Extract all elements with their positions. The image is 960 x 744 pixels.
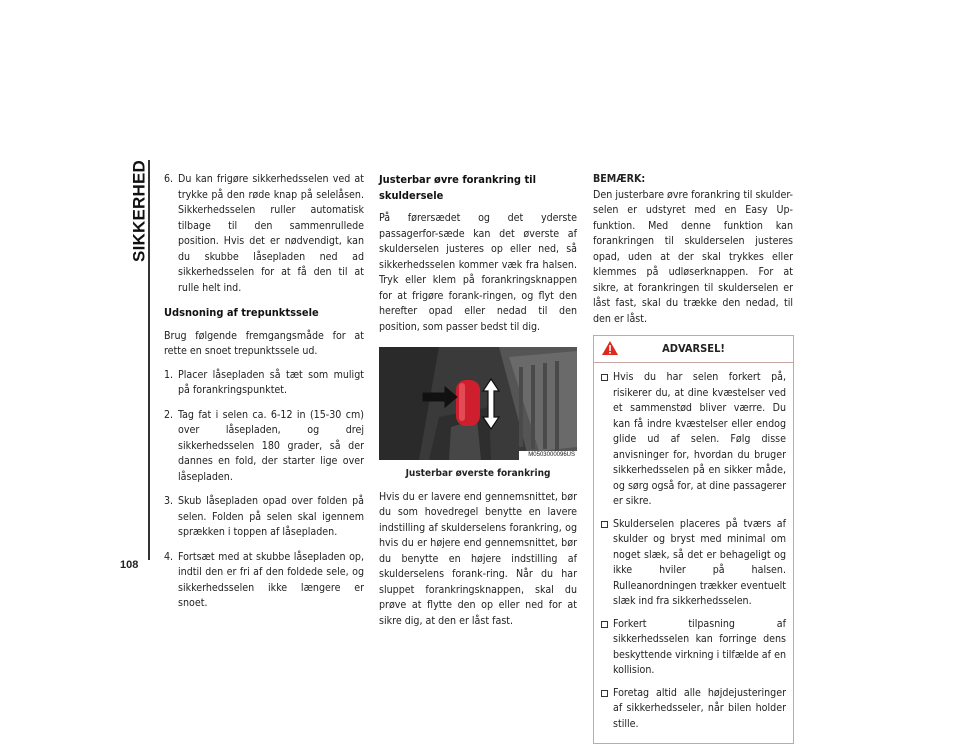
checkbox-bullet-icon (601, 374, 608, 381)
step-1 (164, 368, 364, 399)
warning-box (593, 335, 794, 744)
step-text: Skub låsepladen opad over folden på selen. Folden på selen skal igennem sprækken i toppen af låsepladen. (178, 495, 364, 538)
warning-header (594, 336, 793, 363)
warning-title: ADVARSEL! (662, 342, 725, 355)
step-2 (164, 408, 364, 486)
step-number: 1. (164, 368, 174, 381)
warning-item-text: Foretag altid alle højdejusteringer af sikkerhedsseler, når bilen holder stille. (613, 686, 786, 730)
column-middle (379, 172, 577, 637)
image-code: M0503000096US (528, 452, 575, 458)
section-tab-label: SIKKERHED (129, 160, 149, 262)
column-left (164, 172, 364, 621)
checkbox-bullet-icon (601, 690, 608, 697)
step-4 (164, 550, 364, 612)
step-number: 4. (164, 550, 174, 563)
step-number: 6. (164, 173, 174, 185)
section-tab (128, 160, 150, 262)
image-caption: Justerbar øverste forankring (405, 468, 551, 479)
checkbox-bullet-icon (601, 621, 608, 628)
warning-item (601, 517, 786, 610)
step-text: Du kan frigøre sikkerhedsselen ved at trykke på den røde knap på selelåsen. Sikkerhedsselen ruller automatisk tilbage til den sammenrullede position. Hvis det er nødvendigt, kan du skubbe låsepladen ned ad sikkerhedsselen for at få den til at rulle helt ind. (178, 173, 364, 294)
step-number: 2. (164, 408, 174, 421)
step-6 (164, 172, 364, 296)
warning-item (601, 370, 786, 510)
section-divider (148, 160, 150, 560)
seatbelt-anchor-illustration (379, 347, 577, 460)
section-heading-anchor: Justerbar øvre forankring til skuldersele (379, 173, 536, 202)
checkbox-bullet-icon (601, 521, 608, 528)
anchor-paragraph-2: Hvis du er lavere end gennemsnittet, bør du som hovedregel benytte en lavere indstilling af skulderselens forankring, og hvis du er højere end gennemsnittet, bør du benytte en højere indstilling af skulderselens forank-ring. Når du har sluppet forankringsknappen, skal du prøve at flytte den op eller ned for at sikre dig, at den er låst fast. (379, 490, 577, 627)
page-number: 108 (120, 559, 139, 571)
warning-item-text: Forkert tilpasning af sikkerhedsselen kan forringe dens beskyttende virkning i tilfælde af en kollision. (613, 617, 786, 676)
warning-item (601, 686, 786, 733)
step-number: 3. (164, 495, 174, 507)
step-text: Placer låsepladen så tæt som muligt på forankringspunktet. (178, 368, 364, 396)
step-text: Tag fat i selen ca. 6-12 in (15-30 cm) over låsepladen, og drej sikkerhedsselen 180 grader, så der dannes en fold, der starter lige over låsepladen. (178, 408, 364, 483)
step-3 (164, 494, 364, 541)
step-text: Fortsæt med at skubbe låsepladen op, indtil den er fri af den foldede sele, og sikkerhedsselen ikke længere er snoet. (178, 550, 364, 609)
section-heading-untwist: Udsnoning af trepunktssele (164, 306, 319, 319)
warning-item (601, 617, 786, 679)
column-right (593, 172, 793, 744)
warning-triangle-icon (601, 340, 619, 366)
anchor-paragraph-1: På førersædet og det yderste passagerfor-sæde kan det øverste af skulderselen justeres op eller ned, så sikkerhedsselen kommer væk fra halsen. Tryk eller klem på forankringsknappen for at frigøre forank-ringen, og flyt den herefter opad eller nedad til den position, som passer bedst til dig. (379, 212, 577, 333)
note-text: Den justerbare øvre forankring til skulder-selen er udstyret med en Easy Up-funktion. Med denne funktion kan forankringen til skulderselen justeres opad, uden at der skal trykkes eller klemmes på udløserknappen. For at sikre, at forankringen til skulderselen er låst fast, skal du trække den nedad, til den er låst. (593, 188, 793, 325)
anchor-photo (379, 347, 577, 460)
warning-list (594, 363, 793, 743)
warning-item-text: Hvis du har selen forkert på, risikerer du, at dine kvæstelser ved et sammenstød bliver værre. Du kan få indre kvæstelser eller endog glide ud af selen. Følg disse anvisninger for, hvordan du bruger sikkerhedsselen på en sikker måde, og sørg også for, at dine passagerer er sikre. (613, 371, 786, 507)
intro-paragraph: Brug følgende fremgangsmåde for at rette en snoet trepunktssele ud. (164, 329, 364, 357)
warning-item-text: Skulderselen placeres på tværs af skulder og bryst med minimal om noget slæk, så det er behageligt og ikke hviler på halsen. Rulleanordningen trækker eventuelt slæk ind fra sikkerhedsselen. (613, 517, 786, 607)
note-heading: BEMÆRK: (593, 173, 646, 185)
